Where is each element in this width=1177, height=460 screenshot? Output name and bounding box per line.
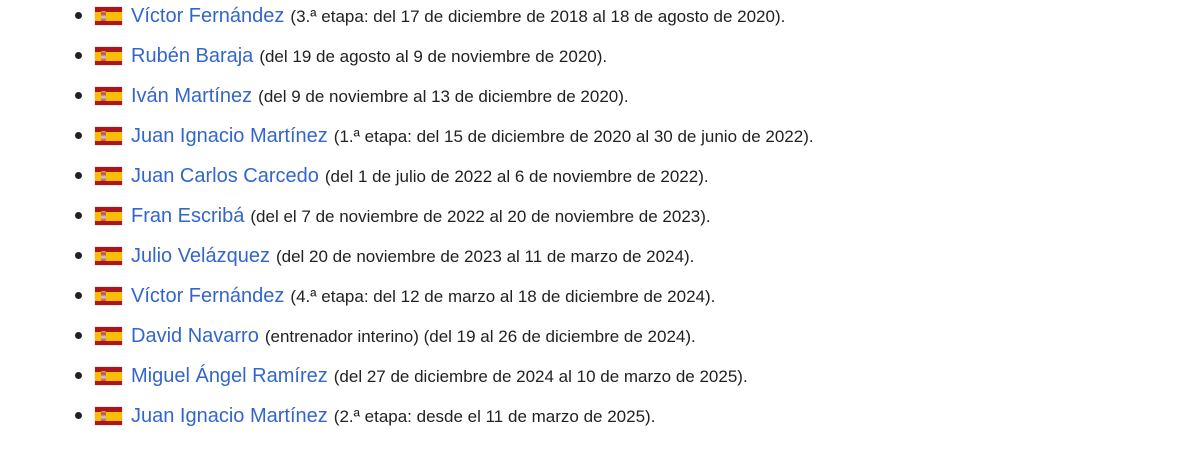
- bullet-icon: [75, 332, 82, 339]
- coat-of-arms-icon: [101, 171, 106, 181]
- coach-tenure-detail: (del 9 de noviembre al 13 de diciembre de 2020).: [258, 87, 629, 106]
- coach-tenure-detail: (4.ª etapa: del 12 de marzo al 18 de diciembre de 2024).: [290, 287, 716, 306]
- coach-link[interactable]: Juan Ignacio Martínez: [131, 125, 328, 147]
- coat-of-arms-icon: [101, 211, 106, 221]
- coach-tenure-detail: (del el 7 de noviembre de 2022 al 20 de noviembre de 2023).: [250, 207, 711, 226]
- coach-link[interactable]: Rubén Baraja: [131, 45, 254, 67]
- bullet-icon: [75, 132, 82, 139]
- coach-link[interactable]: Víctor Fernández: [131, 5, 285, 27]
- coach-tenure-detail: (entrenador interino) (del 19 al 26 de diciembre de 2024).: [264, 327, 696, 346]
- list-item: [75, 316, 1177, 356]
- bullet-icon: [75, 252, 82, 259]
- spain-flag-icon: [95, 127, 122, 145]
- list-item: [75, 356, 1177, 396]
- coach-link[interactable]: Juan Ignacio Martínez: [131, 405, 328, 427]
- coach-tenure-detail: (del 20 de noviembre de 2023 al 11 de marzo de 2024).: [275, 247, 695, 266]
- coach-link[interactable]: Miguel Ángel Ramírez: [131, 365, 328, 387]
- coat-of-arms-icon: [101, 51, 106, 61]
- coat-of-arms-icon: [101, 11, 106, 21]
- bullet-icon: [75, 92, 82, 99]
- list-item: [75, 196, 1177, 236]
- coach-tenure-detail: (2.ª etapa: desde el 11 de marzo de 2025).: [333, 407, 656, 426]
- coat-of-arms-icon: [101, 331, 106, 341]
- spain-flag-icon: [95, 327, 122, 345]
- list-item: [75, 116, 1177, 156]
- list-item: [75, 76, 1177, 116]
- spain-flag-icon: [95, 7, 122, 25]
- bullet-icon: [75, 412, 82, 419]
- coach-link[interactable]: Juan Carlos Carcedo: [131, 165, 319, 187]
- coat-of-arms-icon: [101, 251, 106, 261]
- bullet-icon: [75, 172, 82, 179]
- list-item: [75, 276, 1177, 316]
- coach-tenure-detail: (del 27 de diciembre de 2024 al 10 de marzo de 2025).: [333, 367, 748, 386]
- spain-flag-icon: [95, 167, 122, 185]
- coach-tenure-detail: (3.ª etapa: del 17 de diciembre de 2018 al 18 de agosto de 2020).: [290, 7, 786, 26]
- spain-flag-icon: [95, 287, 122, 305]
- coat-of-arms-icon: [101, 291, 106, 301]
- bullet-icon: [75, 52, 82, 59]
- coach-link[interactable]: Julio Velázquez: [131, 245, 270, 267]
- spain-flag-icon: [95, 367, 122, 385]
- spain-flag-icon: [95, 407, 122, 425]
- bullet-icon: [75, 372, 82, 379]
- list-item: [75, 396, 1177, 436]
- coach-tenure-detail: (del 19 de agosto al 9 de noviembre de 2020).: [259, 47, 608, 66]
- coach-link[interactable]: Iván Martínez: [131, 85, 253, 107]
- coat-of-arms-icon: [101, 131, 106, 141]
- list-item: [75, 236, 1177, 276]
- coach-link[interactable]: David Navarro: [131, 325, 259, 347]
- coat-of-arms-icon: [101, 91, 106, 101]
- list-item: [75, 156, 1177, 196]
- coat-of-arms-icon: [101, 371, 106, 381]
- bullet-icon: [75, 12, 82, 19]
- spain-flag-icon: [95, 207, 122, 225]
- coach-link[interactable]: Fran Escribá: [131, 205, 245, 227]
- coach-tenure-detail: (1.ª etapa: del 15 de diciembre de 2020 al 30 de junio de 2022).: [333, 127, 814, 146]
- spain-flag-icon: [95, 247, 122, 265]
- coach-tenure-detail: (del 1 de julio de 2022 al 6 de noviembre de 2022).: [324, 167, 709, 186]
- bullet-icon: [75, 292, 82, 299]
- list-item: [75, 0, 1177, 36]
- spain-flag-icon: [95, 87, 122, 105]
- coach-link[interactable]: Víctor Fernández: [131, 285, 285, 307]
- list-item: [75, 36, 1177, 76]
- coat-of-arms-icon: [101, 411, 106, 421]
- spain-flag-icon: [95, 47, 122, 65]
- bullet-icon: [75, 212, 82, 219]
